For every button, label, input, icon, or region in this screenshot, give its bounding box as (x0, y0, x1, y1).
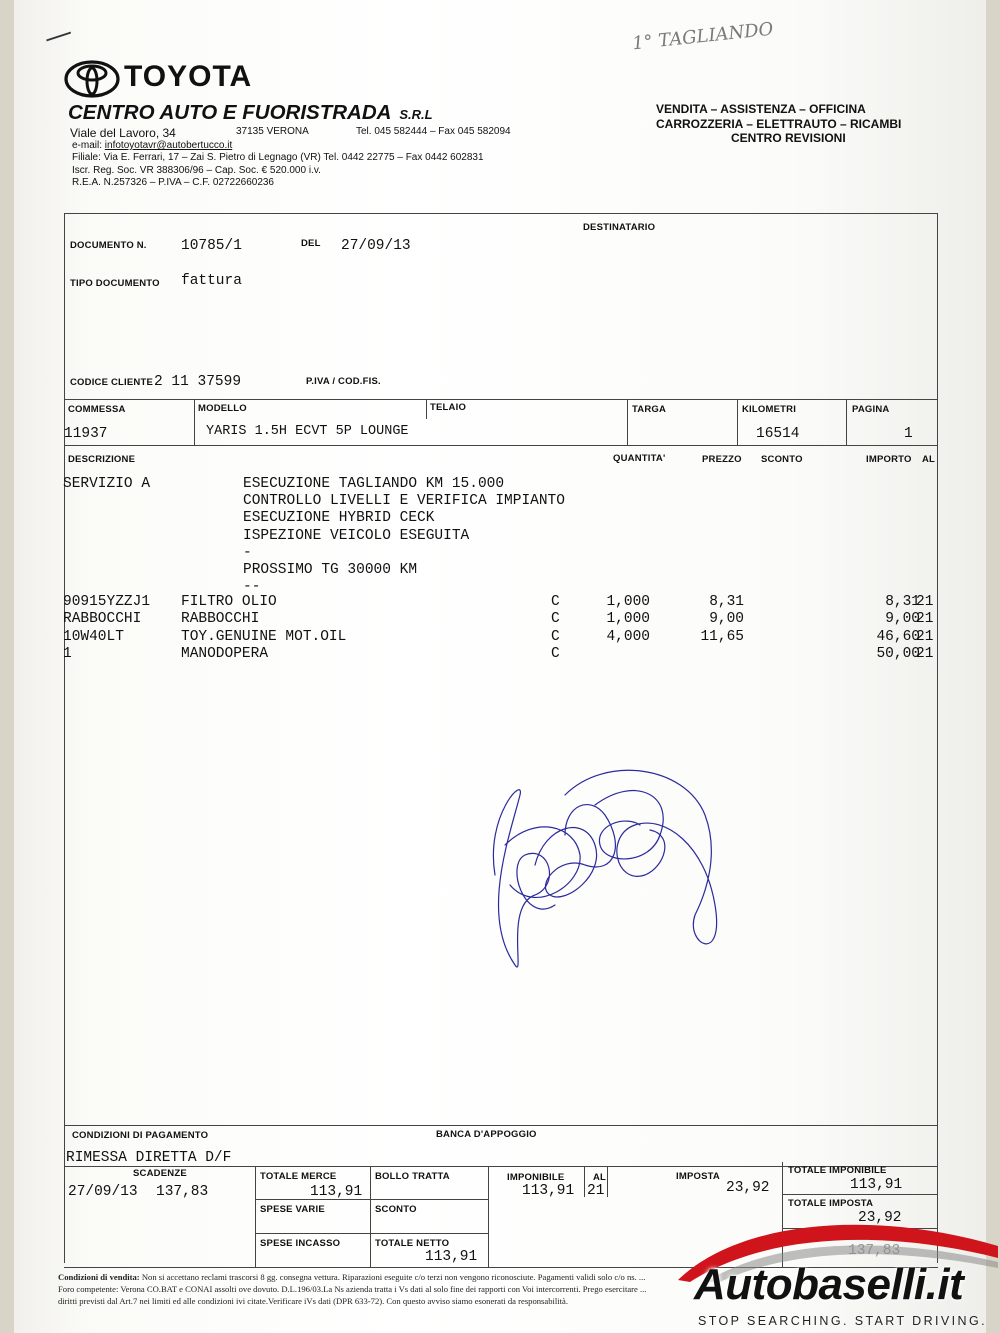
item-amount: 46,60 (876, 628, 920, 645)
totale-merce: 113,91 (310, 1184, 363, 1200)
item-code: 1 (63, 645, 72, 662)
service-line: ESECUZIONE HYBRID CECK (243, 510, 435, 527)
item-desc: FILTRO OLIO (181, 594, 277, 610)
item-c: C (551, 594, 560, 610)
vehicle-header-pagina: PAGINA (852, 404, 890, 415)
payment-conditions: RIMESSA DIRETTA D/F (66, 1150, 232, 1166)
vehicle-bottom-line (64, 445, 938, 446)
vehicle-modello: YARIS 1.5H ECVT 5P LOUNGE (206, 424, 409, 439)
vehicle-divider (194, 399, 195, 445)
item-c: C (551, 611, 560, 628)
email-link[interactable]: infotoyotavr@autobertucco.it (104, 140, 233, 151)
totale-netto: 113,91 (425, 1249, 478, 1265)
brand-name: TOYOTA (124, 60, 253, 93)
items-header-prezzo: PREZZO (702, 454, 742, 465)
service-line: ESECUZIONE TAGLIANDO KM 15.000 (243, 476, 505, 492)
totals-divider (255, 1167, 256, 1267)
doc-type: fattura (181, 273, 242, 289)
totals-divider (488, 1167, 489, 1267)
service-line: CONTROLLO LIVELLI E VERIFICA IMPIANTO (243, 493, 565, 510)
vehicle-kilometri: 16514 (756, 426, 800, 442)
frame-left-line (64, 213, 65, 1263)
watermark-tagline: STOP SEARCHING. START DRIVING. (698, 1314, 987, 1328)
vehicle-commessa: 11937 (64, 426, 108, 442)
handwritten-note: 1° TAGLIANDO (631, 18, 775, 55)
totals-row-line (782, 1194, 938, 1195)
scadenze-label: SCADENZE (133, 1168, 187, 1179)
imposta-label: IMPOSTA (676, 1171, 720, 1182)
company-city: 37135 VERONA (236, 126, 309, 137)
imposta: 23,92 (726, 1180, 770, 1196)
item-c: C (551, 645, 560, 662)
item-qty: 1,000 (606, 611, 650, 628)
totals-row-line (255, 1199, 488, 1200)
item-code: RABBOCCHI (63, 611, 142, 628)
due-amount: 137,83 (156, 1184, 209, 1200)
item-desc: MANODOPERA (181, 645, 269, 662)
vehicle-header-telaio: TELAIO (430, 402, 467, 413)
payment-top-line (64, 1125, 938, 1126)
totale-imposta: 23,92 (858, 1210, 902, 1226)
company-phone: Tel. 045 582444 – Fax 045 582094 (356, 126, 511, 137)
item-al: 21 (916, 628, 934, 645)
items-header-al: AL (922, 454, 936, 465)
vehicle-header-kilometri: KILOMETRI (742, 404, 797, 415)
items-header-sconto: SCONTO (761, 454, 803, 465)
item-al: 21 (916, 611, 934, 628)
client-code: 2 11 37599 (154, 374, 242, 390)
item-amount: 50,00 (876, 645, 920, 662)
item-al: 21 (916, 594, 934, 610)
footer-conditions-label: Condizioni di vendita: (58, 1272, 140, 1282)
services-line-1: VENDITA – ASSISTENZA – OFFICINA (656, 102, 866, 116)
footer-line-1 (58, 1272, 645, 1282)
vehicle-header-modello: MODELLO (198, 403, 247, 414)
service-line: -- (243, 579, 261, 596)
spese-incasso-label: SPESE INCASSO (260, 1238, 341, 1249)
vehicle-header-targa: TARGA (632, 404, 667, 415)
vehicle-pagina: 1 (904, 426, 913, 442)
imponibile-label: IMPONIBILE (507, 1172, 565, 1183)
bank-label: BANCA D'APPOGGIO (436, 1129, 537, 1140)
al-label: AL (593, 1172, 607, 1183)
item-qty: 1,000 (606, 594, 650, 610)
vehicle-header-commessa: COMMESSA (68, 404, 126, 415)
services-line-3: CENTRO REVISIONI (731, 131, 846, 145)
company-address: Viale del Lavoro, 34 (70, 126, 176, 140)
totale-merce-label: TOTALE MERCE (260, 1171, 337, 1182)
service-lines (243, 476, 565, 596)
totale-netto-label: TOTALE NETTO (375, 1238, 450, 1249)
company-email-row (72, 140, 232, 151)
frame-right-line (937, 213, 938, 1263)
totals-divider (607, 1167, 608, 1197)
items-header-descrizione: DESCRIZIONE (68, 454, 136, 465)
item-c: C (551, 628, 560, 645)
company-name-text: CENTRO AUTO E FUORISTRADA (68, 101, 391, 124)
al-value: 21 (587, 1183, 605, 1199)
item-code: 10W40LT (63, 628, 124, 645)
item-qty: 4,000 (606, 628, 650, 645)
item-desc: RABBOCCHI (181, 611, 260, 628)
service-code: SERVIZIO A (63, 476, 151, 492)
totals-divider (370, 1167, 371, 1267)
item-price: 8,31 (709, 594, 744, 610)
signature (465, 755, 730, 985)
company-registry: Iscr. Reg. Soc. VR 388306/96 – Cap. Soc. € 520.000 i.v. (72, 165, 321, 176)
imponibile: 113,91 (522, 1183, 575, 1199)
vehicle-divider (737, 399, 738, 445)
item-amount: 9,00 (885, 611, 920, 628)
destinatario-label: DESTINATARIO (583, 222, 656, 233)
vehicle-top-line (64, 399, 938, 400)
doc-date: 27/09/13 (341, 238, 411, 254)
service-line: ISPEZIONE VEICOLO ESEGUITA (243, 527, 470, 544)
toyota-logo (64, 60, 120, 98)
service-line: - (243, 544, 252, 561)
item-amount: 8,31 (885, 594, 920, 610)
doc-date-label: DEL (301, 238, 321, 249)
vehicle-divider (846, 399, 847, 445)
totale-imponibile: 113,91 (850, 1177, 903, 1193)
footer-line-2: Foro competente: Verona CO.BAT e CONAI assolti ove dovuto. D.L.196/03.La Ns azienda tratta i Vs dati al solo fine dei rapporti con Voi intercorrenti. Prego esercitare ... (58, 1284, 647, 1294)
doc-type-label: TIPO DOCUMENTO (70, 278, 160, 289)
item-desc: TOY.GENUINE MOT.OIL (181, 628, 347, 645)
items-header-importo: IMPORTO (866, 454, 912, 465)
service-line: PROSSIMO TG 30000 KM (243, 562, 418, 579)
email-label: e-mail: (72, 140, 103, 151)
item-code: 90915YZZJ1 (63, 594, 151, 610)
client-code-label: CODICE CLIENTE (70, 377, 154, 388)
totale-imponibile-label: TOTALE IMPONIBILE (788, 1165, 887, 1176)
footer-line-3: diritti previsti dal Art.7 nei limiti ed alle condizioni ivi citate.Verificare iVs dati (DPR 633-72). Con questo avviso siamo esonerati da responsabilità. (58, 1296, 569, 1306)
company-name (68, 101, 433, 125)
doc-number-label: DOCUMENTO N. (70, 240, 147, 251)
item-price: 9,00 (709, 611, 744, 628)
items-header-quantita: QUANTITA' (613, 453, 666, 464)
item-al: 21 (916, 645, 934, 662)
footer-conditions-text: Non si accettano reclami trascorsi 8 gg. consegna vettura. Riparazioni eseguite c/o terzi non vengono riconosciute. Pagamenti validi solo c/o ns. ... (141, 1272, 646, 1282)
company-branch: Filiale: Via E. Ferrari, 17 – Zai S. Pietro di Legnago (VR) Tel. 0442 22775 – Fax 0442 602831 (72, 152, 484, 163)
vat-label: P.IVA / COD.FIS. (306, 376, 381, 387)
watermark-brand: Autobaselli.it (694, 1260, 964, 1309)
payment-conditions-label: CONDIZIONI DI PAGAMENTO (72, 1130, 209, 1141)
vehicle-divider (627, 399, 628, 445)
frame-top-line (64, 213, 938, 214)
item-price: 11,65 (700, 628, 744, 645)
totals-divider (584, 1167, 585, 1197)
bollo-label: BOLLO TRATTA (375, 1171, 450, 1182)
handwritten-dash: — (39, 14, 77, 55)
company-suffix: S.R.L (399, 107, 433, 122)
totals-row-line (255, 1233, 488, 1234)
spese-varie-label: SPESE VARIE (260, 1204, 325, 1215)
company-rea: R.E.A. N.257326 – P.IVA – C.F. 02722660236 (72, 177, 274, 188)
sconto-label: SCONTO (375, 1204, 417, 1215)
due-date: 27/09/13 (68, 1184, 138, 1200)
doc-number: 10785/1 (181, 238, 242, 254)
services-line-2: CARROZZERIA – ELETTRAUTO – RICAMBI (656, 117, 902, 131)
totale-imposta-label: TOTALE IMPOSTA (788, 1198, 874, 1209)
vehicle-divider (426, 399, 427, 419)
